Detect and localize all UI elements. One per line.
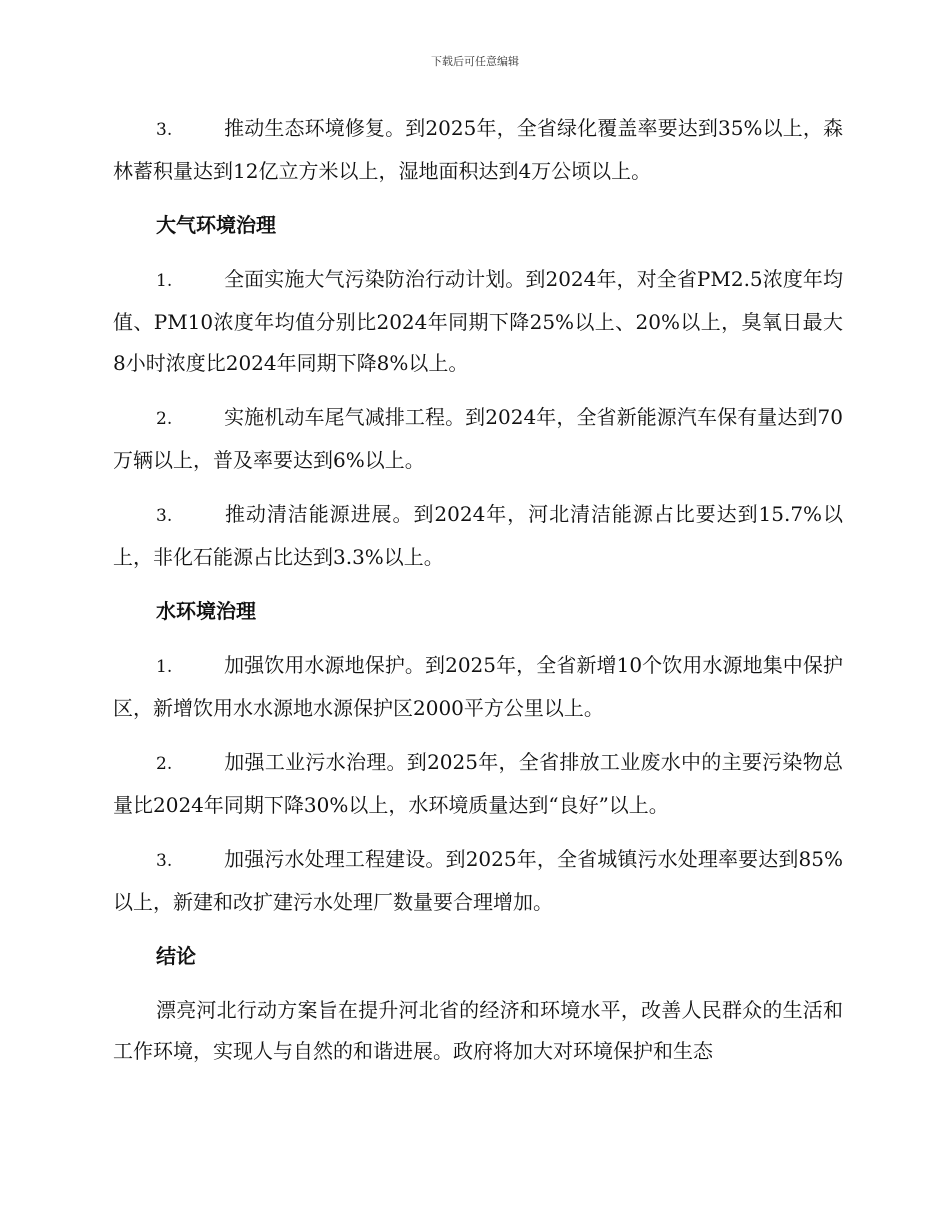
- item-number: 2.: [156, 754, 173, 774]
- item-text: 推动清洁能源进展。到2024年，河北清洁能源占比要达到15.7%以上，非化石能源占比达到3.3%以上。: [113, 502, 843, 569]
- item-text: 加强饮用水源地保护。到2025年，全省新增10个饮用水源地集中保护区，新增饮用水水源地水源保护区2000平方公里以上。: [113, 653, 843, 720]
- list-item: [113, 494, 843, 578]
- section-heading: 大气环境治理: [156, 213, 276, 237]
- list-item: [113, 259, 843, 384]
- item-number: 1.: [156, 657, 173, 677]
- item-text: 全面实施大气污染防治行动计划。到2024年，对全省PM2.5浓度年均值、PM10浓度年均值分别比2024年同期下降25%以上、20%以上，臭氧日最大8小时浓度比2024年同期下降8%以上。: [113, 267, 843, 375]
- item-number: 3.: [156, 120, 173, 140]
- list-item: [113, 645, 843, 729]
- conclusion-paragraph: 漂亮河北行动方案旨在提升河北省的经济和环境水平，改善人民群众的生活和工作环境，实现人与自然的和谐进展。政府将加大对环境保护和生态: [113, 998, 843, 1063]
- list-item: [113, 742, 843, 826]
- item-text: 推动生态环境修复。到2025年，全省绿化覆盖率要达到35%以上，森林蓄积量达到12亿立方米以上，湿地面积达到4万公顷以上。: [113, 116, 843, 183]
- list-item: [113, 108, 843, 192]
- list-item: [113, 397, 843, 481]
- item-number: 3.: [156, 851, 173, 871]
- document-body: [113, 108, 843, 1072]
- item-number: 1.: [156, 271, 173, 291]
- item-text: 加强工业污水治理。到2025年，全省排放工业废水中的主要污染物总量比2024年同期下降30%以上，水环境质量达到“良好”以上。: [113, 750, 843, 817]
- list-item: [113, 839, 843, 923]
- page-header: 下载后可任意编辑: [431, 55, 519, 68]
- item-number: 3.: [156, 506, 173, 526]
- section-heading: 结论: [156, 944, 196, 968]
- item-text: 实施机动车尾气减排工程。到2024年，全省新能源汽车保有量达到70万辆以上，普及率要达到6%以上。: [113, 405, 843, 472]
- item-text: 加强污水处理工程建设。到2025年，全省城镇污水处理率要达到85%以上，新建和改扩建污水处理厂数量要合理增加。: [113, 847, 843, 914]
- section-heading: 水环境治理: [156, 599, 256, 623]
- item-number: 2.: [156, 409, 173, 429]
